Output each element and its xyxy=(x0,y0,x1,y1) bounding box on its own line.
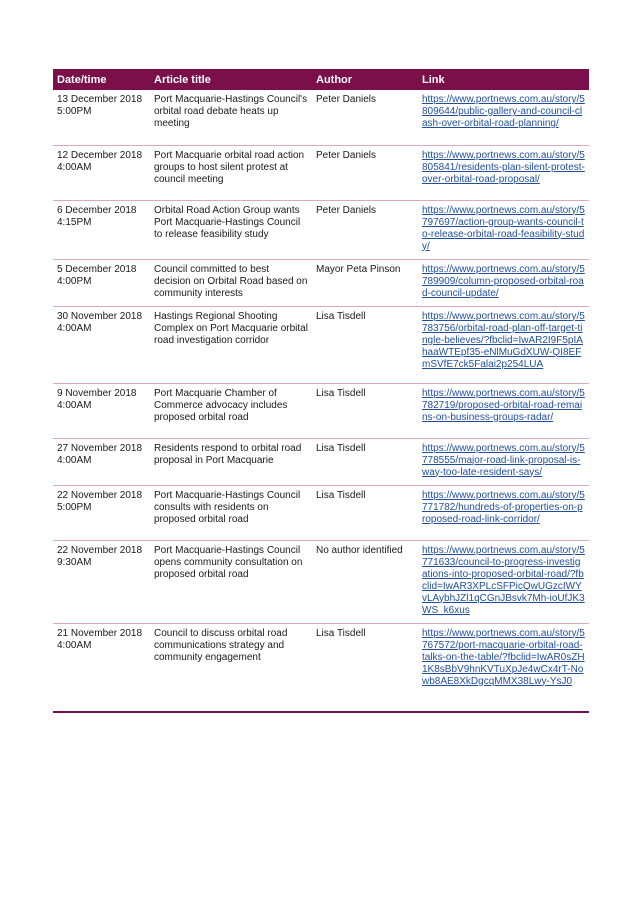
header-author: Author xyxy=(312,69,418,90)
article-link[interactable]: https://www.portnews.com.au/story/5771782/hundreds-of-properties-on-proposed-road-link-corridor/ xyxy=(418,485,589,540)
table-header-row xyxy=(53,69,589,90)
cell-date: 5 December 2018 4:00PM xyxy=(53,259,150,306)
article-link[interactable]: https://www.portnews.com.au/story/5797697/action-group-wants-council-to-release-orbital-road-feasibility-study/ xyxy=(418,200,589,259)
table-row xyxy=(53,200,589,259)
cell-title: Council to discuss orbital road communications strategy and community engagement xyxy=(150,623,312,712)
document-page xyxy=(53,69,589,713)
cell-author: Lisa Tisdell xyxy=(312,438,418,485)
cell-date: 22 November 2018 9:30AM xyxy=(53,540,150,623)
cell-title: Council committed to best decision on Orbital Road based on community interests xyxy=(150,259,312,306)
cell-date: 21 November 2018 4:00AM xyxy=(53,623,150,712)
cell-author: Peter Daniels xyxy=(312,200,418,259)
cell-date: 9 November 2018 4:00AM xyxy=(53,383,150,438)
header-date: Date/time xyxy=(53,69,150,90)
cell-author: Peter Daniels xyxy=(312,145,418,200)
cell-date: 12 December 2018 4:00AM xyxy=(53,145,150,200)
cell-author: Lisa Tisdell xyxy=(312,306,418,383)
article-link[interactable]: https://www.portnews.com.au/story/5782719/proposed-orbital-road-remains-on-business-groups-radar/ xyxy=(418,383,589,438)
table-row xyxy=(53,438,589,485)
cell-author: No author identified xyxy=(312,540,418,623)
cell-author: Lisa Tisdell xyxy=(312,383,418,438)
header-title: Article title xyxy=(150,69,312,90)
article-link[interactable]: https://www.portnews.com.au/story/5767572/port-macquarie-orbital-road-talks-on-the-table/?fbclid=IwAR0sZH1K8sBbV9hnKVTuXpJe4wCx4rT-Nowb8AE8XkDgcqMMX38Lwy-YsJ0 xyxy=(418,623,589,712)
cell-author: Lisa Tisdell xyxy=(312,485,418,540)
article-link[interactable]: https://www.portnews.com.au/story/5805841/residents-plan-silent-protest-over-orbital-road-proposal/ xyxy=(418,145,589,200)
cell-title: Port Macquarie Chamber of Commerce advocacy includes proposed orbital road xyxy=(150,383,312,438)
cell-author: Peter Daniels xyxy=(312,90,418,145)
cell-date: 6 December 2018 4:15PM xyxy=(53,200,150,259)
article-link[interactable]: https://www.portnews.com.au/story/5789909/column-proposed-orbital-road-council-update/ xyxy=(418,259,589,306)
article-link[interactable]: https://www.portnews.com.au/story/5778555/major-road-link-proposal-is-way-too-late-resident-says/ xyxy=(418,438,589,485)
cell-title: Orbital Road Action Group wants Port Macquarie-Hastings Council to release feasibility study xyxy=(150,200,312,259)
cell-date: 27 November 2018 4:00AM xyxy=(53,438,150,485)
cell-date: 30 November 2018 4:00AM xyxy=(53,306,150,383)
table-row xyxy=(53,90,589,145)
table-row xyxy=(53,485,589,540)
cell-author: Lisa Tisdell xyxy=(312,623,418,712)
table-row xyxy=(53,540,589,623)
table-row xyxy=(53,306,589,383)
cell-date: 13 December 2018 5:00PM xyxy=(53,90,150,145)
article-link[interactable]: https://www.portnews.com.au/story/5771633/council-to-progress-investigations-into-proposed-orbital-road/?fbclid=IwAR3XPLcSFPicQwUGzcIWYvLAybhJZl1qCGnJBsvk7Mh-ioUfJK3WS_k6xus xyxy=(418,540,589,623)
table-row xyxy=(53,383,589,438)
header-link: Link xyxy=(418,69,589,90)
cell-title: Port Macquarie orbital road action groups to host silent protest at council meeting xyxy=(150,145,312,200)
cell-date: 22 November 2018 5:00PM xyxy=(53,485,150,540)
articles-table xyxy=(53,69,589,713)
article-link[interactable]: https://www.portnews.com.au/story/5783756/orbital-road-plan-off-target-tingle-believes/?fbclid=IwAR2I9F5pIAhaaWTEpf35-eNlMuGdXUW-QI8EFmSVfE7ck5Falai2p254LUA xyxy=(418,306,589,383)
table-row xyxy=(53,145,589,200)
cell-title: Port Macquarie-Hastings Council consults with residents on proposed orbital road xyxy=(150,485,312,540)
table-row xyxy=(53,623,589,712)
table-row xyxy=(53,259,589,306)
cell-title: Residents respond to orbital road proposal in Port Macquarie xyxy=(150,438,312,485)
article-link[interactable]: https://www.portnews.com.au/story/5809644/public-gallery-and-council-clash-over-orbital-road-planning/ xyxy=(418,90,589,145)
cell-title: Port Macquarie-Hastings Council opens community consultation on proposed orbital road xyxy=(150,540,312,623)
cell-author: Mayor Peta Pinson xyxy=(312,259,418,306)
cell-title: Hastings Regional Shooting Complex on Port Macquarie orbital road investigation corridor xyxy=(150,306,312,383)
cell-title: Port Macquarie-Hastings Council's orbital road debate heats up meeting xyxy=(150,90,312,145)
